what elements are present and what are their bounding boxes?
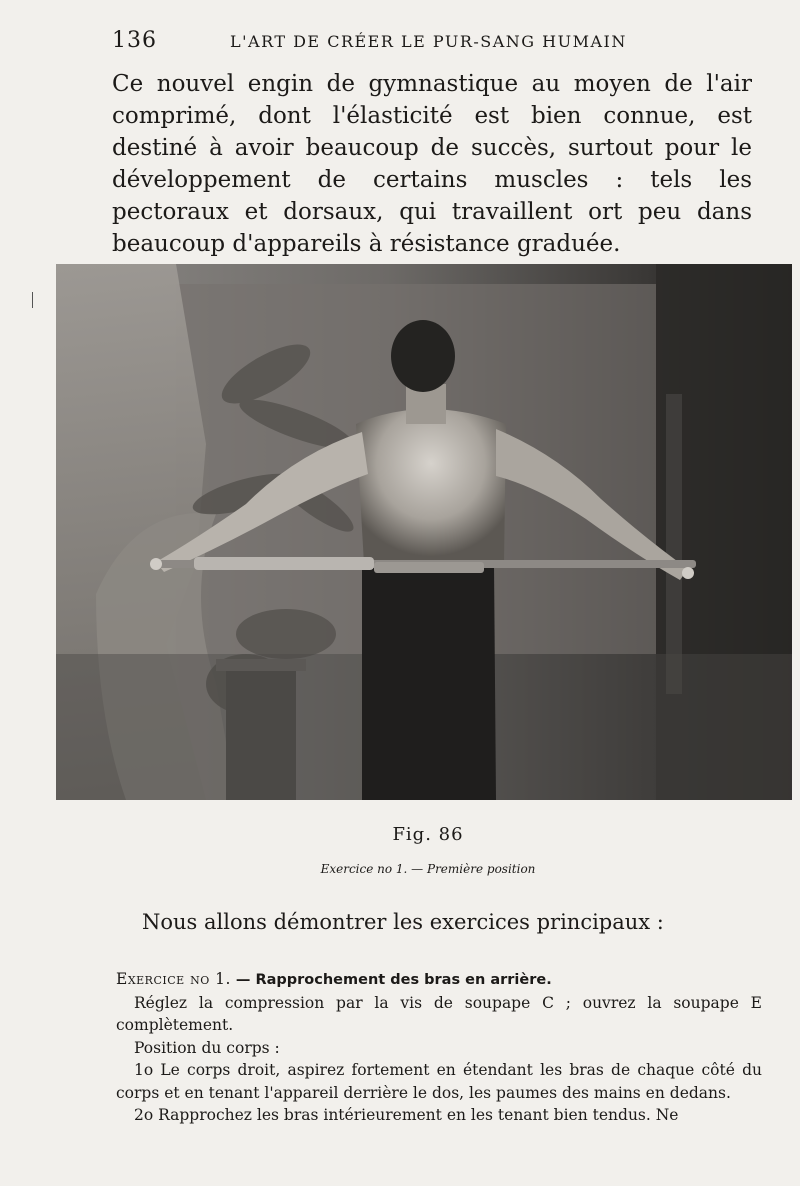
exercise-paragraph: 1o Le corps droit, aspirez fortement en étendant les bras de chaque côté du corps et en tenant l'appareil derrière le dos, les paumes des mains en dedans. — [116, 1061, 762, 1102]
figure-caption: Exercice no 1. — Première position — [320, 862, 536, 876]
intro-paragraph: Ce nouvel engin de gymnastique au moyen de l'air comprimé, dont l'élasticité est bien connue, est destiné à avoir beaucoup de succès, surtout pour le développement de certains muscles : tels les pectoraux et dorsaux, qui travaillent ort peu dans beaucoup d'appareils à résistance graduée. — [112, 71, 752, 257]
running-head — [112, 28, 752, 58]
exercise-paragraph: Position du corps : — [134, 1038, 280, 1057]
page-number: 136 — [112, 28, 157, 53]
running-title: L'ART DE CRÉER LE PUR-SANG HUMAIN — [230, 32, 627, 51]
exercise-photo — [56, 264, 792, 800]
exercise-text — [116, 968, 762, 1127]
exercise-paragraph: Réglez la compression par la vis de soupape C ; ouvrez la soupape E complètement. — [116, 993, 762, 1034]
figure-photograph — [56, 264, 792, 800]
figure-label: Fig. 86 — [392, 824, 464, 845]
exercise-heading — [116, 968, 762, 992]
exercise-title: — Rapprochement des bras en arrière. — [235, 972, 552, 988]
exercise-number: Exercice no 1. — [116, 970, 231, 988]
exercise-paragraph: 2o Rapprochez les bras intérieurement en les tenant bien tendus. Ne — [134, 1106, 679, 1124]
section-intro: Nous allons démontrer les exercices principaux : — [142, 910, 664, 934]
margin-mark — [32, 292, 33, 308]
